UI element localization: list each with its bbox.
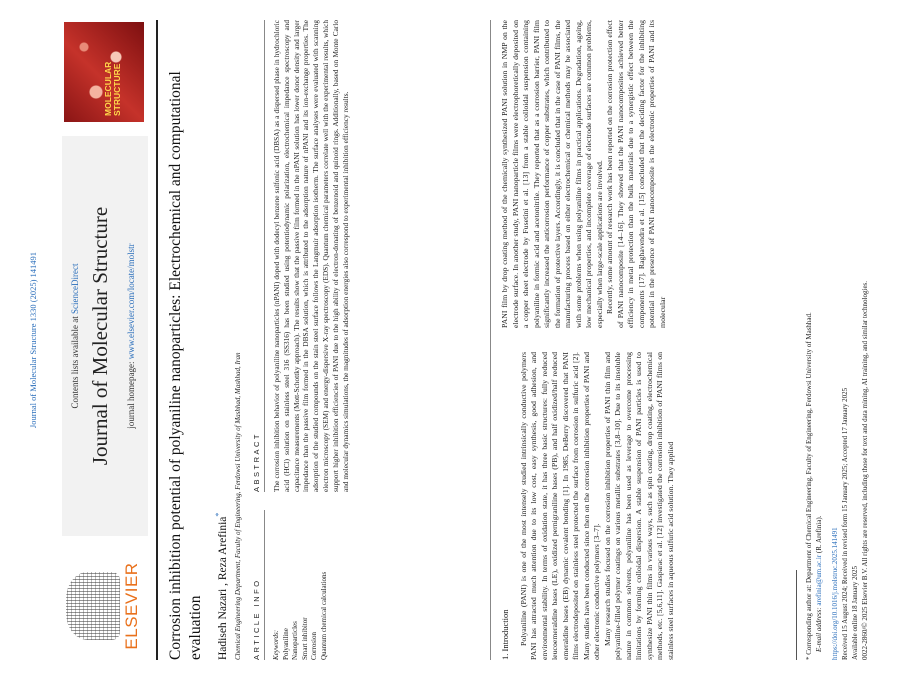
corresponding-author-note: * Corresponding author at: Department of Chemical Engineering, Faculty of Engineering, Ferdowsi University of Mashhad. — [805, 312, 813, 660]
abstract-text: The corrosion inhibition behavior of polyaniline nanoparticles (nPANI) doped with dodecyl benzene sulfonic acid (DBSA) as a dispersed phase in hydrochloric acid (HCl) solution on stainless steel 316 (SS316) has been studied using potentiodynamic polarization, electrochemical impedance spectroscopy and capacitance measurements (Mott-Schottky approach). The results show that the passive film formed in the nPANI solution has lower donor density and larger impedance than the passive film formed in the DBSA solution, which is attributed to the adsorption nature of nPANI and its ion-exchange properties. The adsorption of the studied compounds on the stain steel surface follows the Langmuir adsorption isotherm. The surface analyses were evaluated with scanning electron microscopy (SEM) and energy-dispersive X-ray spectroscopy (EDS). Quantum chemical parameters correlate well with the experimental results, which support higher inhibition efficiencies of PANI due to the high ability of electron-donating of benzenoid and quinoid rings. Additionally, based on Monte Carlo and molecular dynamics simulations, the magnitudes of adsorption energies also correspond to experimental inhibition efficiency results. — [272, 20, 350, 492]
intro-paragraph: Polyaniline (PANI) is one of the most intensely studied intrinsically conductive polymers PANI has attracted much attention due to its low cost, easy synthesis, good adhesion, and environmental stability. In terms of oxidation state, it has three basic structures: fully reduced leucoemeraldine bases (LE), oxidized pernigraniline bases (PB), and half oxidized/half reduced emeraldine bases (EB) dynamic covalent bonding [1]. In 1985, DeBerry discovered that PANI films electrodeposited on stainless steel protected the surface from corrosion in sulfuric acid [2]. Many studies have been conducted since then on the corrosion inhibition properties of PANI and other electronic conductive polymers [3–7]. — [518, 352, 601, 660]
journal-cover-image[interactable] — [64, 22, 144, 122]
article-info-rule — [264, 510, 265, 660]
contents-line — [70, 136, 80, 536]
keywords-label: Keywords: — [272, 629, 280, 660]
doi-link[interactable]: https://doi.org/10.1016/j.molstruc.2025.141491 — [831, 527, 839, 660]
footnotes — [804, 20, 870, 660]
body-right-column — [500, 20, 668, 328]
journal-homepage-line — [126, 136, 136, 536]
keywords-block — [272, 510, 329, 660]
email-line — [814, 20, 824, 660]
affiliation: Chemical Engineering Department, Faculty of Engineering, Ferdowsi University of Mashhad, Mashhad, Iran — [234, 352, 242, 660]
copyright-notice: 0022-2860/© 2025 Elsevier B.V. All rights are reserved, including those for text and data mining, AI training, and similar technologies. — [861, 280, 869, 660]
homepage-prefix: journal homepage: — [126, 359, 136, 429]
abstract-bottom-rule — [490, 20, 491, 660]
keyword-item: Polyaniline — [281, 628, 290, 660]
abstract-heading: ABSTRACT — [252, 431, 261, 492]
article-title: Corrosion inhibition potential of polyaniline nanoparticles: Electrochemical and computational evaluation — [167, 71, 204, 660]
author-list — [214, 60, 229, 660]
sciencedirect-link[interactable]: ScienceDirect — [70, 263, 80, 314]
journal-header — [62, 20, 148, 660]
keyword-item: Quantum chemical calculations — [319, 571, 328, 660]
intro-paragraph: Recently, some amount of research work has been reported on the corrosion protection effect of PANI nanocomposite [14–16]. They showed that the PANI nanocomposites achieved better efficiency in metal protection than the bulk materials due to a synergistic effect between the components [17]. Raghavendra et al. [15] concluded that the deciding factor for the inhibiting potential in the presence of PANI nanocomposite is the electronic properties of PANI and its molecular — [605, 20, 667, 328]
contents-prefix: Contents lists available at — [70, 314, 80, 409]
intro-paragraph: PANI film by drop coating method of the chemically synthesized PANI solution in NMP on the electrode surface. In another study, PANI nanoparticle films were electrophoretically deposited on a copper sheet electrode by Fusetini et al. [13] from a stable colloidal suspension containing polyaniline in formic acid and acetonitrile. They reported that as a corrosion barrier, PANI film significantly increased the anticorrosion performance of copper substrates, which contributed to the formation of protective layers. Accordingly, it is concluded that in the case of PANI films, the manufacturing process based on either electrochemical or chemical methods may be associated with some problems when using polyaniline films in practical applications. Degradation, ageing, low mechanical properties, and incomplete coverage of electrode surfaces are common problems, especially when large-scale applications are involved. — [500, 20, 604, 328]
journal-title: Journal of Molecular Structure — [88, 206, 112, 466]
journal-masthead — [62, 136, 148, 536]
email-label: E-mail address: — [815, 605, 823, 652]
keyword-item: Corrosion — [310, 632, 318, 660]
keyword-item: Nanoparticles — [291, 621, 299, 660]
introduction-heading: 1. Introduction — [500, 609, 510, 660]
journal-reference-link[interactable]: Journal of Molecular Structure 1330 (2025) 141491 — [28, 251, 38, 429]
abstract-rule — [264, 20, 265, 492]
email-suffix: (R. Arefinia). — [815, 515, 823, 555]
cover-title: MOLECULAR STRUCTURE — [103, 61, 122, 116]
corresponding-author-mark[interactable]: * — [214, 512, 223, 517]
journal-homepage-link[interactable]: www.elsevier.com/locate/molstr — [126, 243, 136, 360]
received-dates: Received 15 August 2024; Received in revised form 15 January 2025; Accepted 17 January 2025 — [841, 387, 849, 660]
intro-paragraph: Many research studies focused on the corrosion inhibition properties of PANI thin film and polyaniline-filled polymer coatings on various metallic substrates [3,8–10]. Due to its insoluble nature in common solvents, polyaniline has been used as leverage to overcome processing limitations by forming colloidal dispersion. A stable suspension of PANI particles is used to synthesize PANI thin films in various ways, such as spin coating, drop coating, electrochemical methods, etc. [5,6,11]. Gasparac et al. [12] investigated the corrosion inhibition of PANI films on stainless steel surfaces in aqueous sulfuric acid solution. They applied — [602, 352, 675, 660]
footnote-rule — [796, 570, 797, 660]
elsevier-logo[interactable] — [62, 552, 148, 660]
email-link[interactable]: arefinia@um.ac.ir — [815, 554, 823, 606]
article-info-heading: ARTICLE INFO — [252, 578, 261, 660]
body-left-column — [500, 352, 676, 660]
elsevier-tree-icon — [66, 572, 120, 640]
header-divider — [156, 20, 158, 660]
elsevier-logo-text: ELSEVIER — [122, 562, 141, 650]
authors: Hadiseh Nazari , Reza Arefinia — [216, 516, 229, 660]
keyword-item: Smart inhibitor — [300, 617, 309, 660]
available-online-date: Available online 18 January 2025 — [851, 566, 859, 660]
